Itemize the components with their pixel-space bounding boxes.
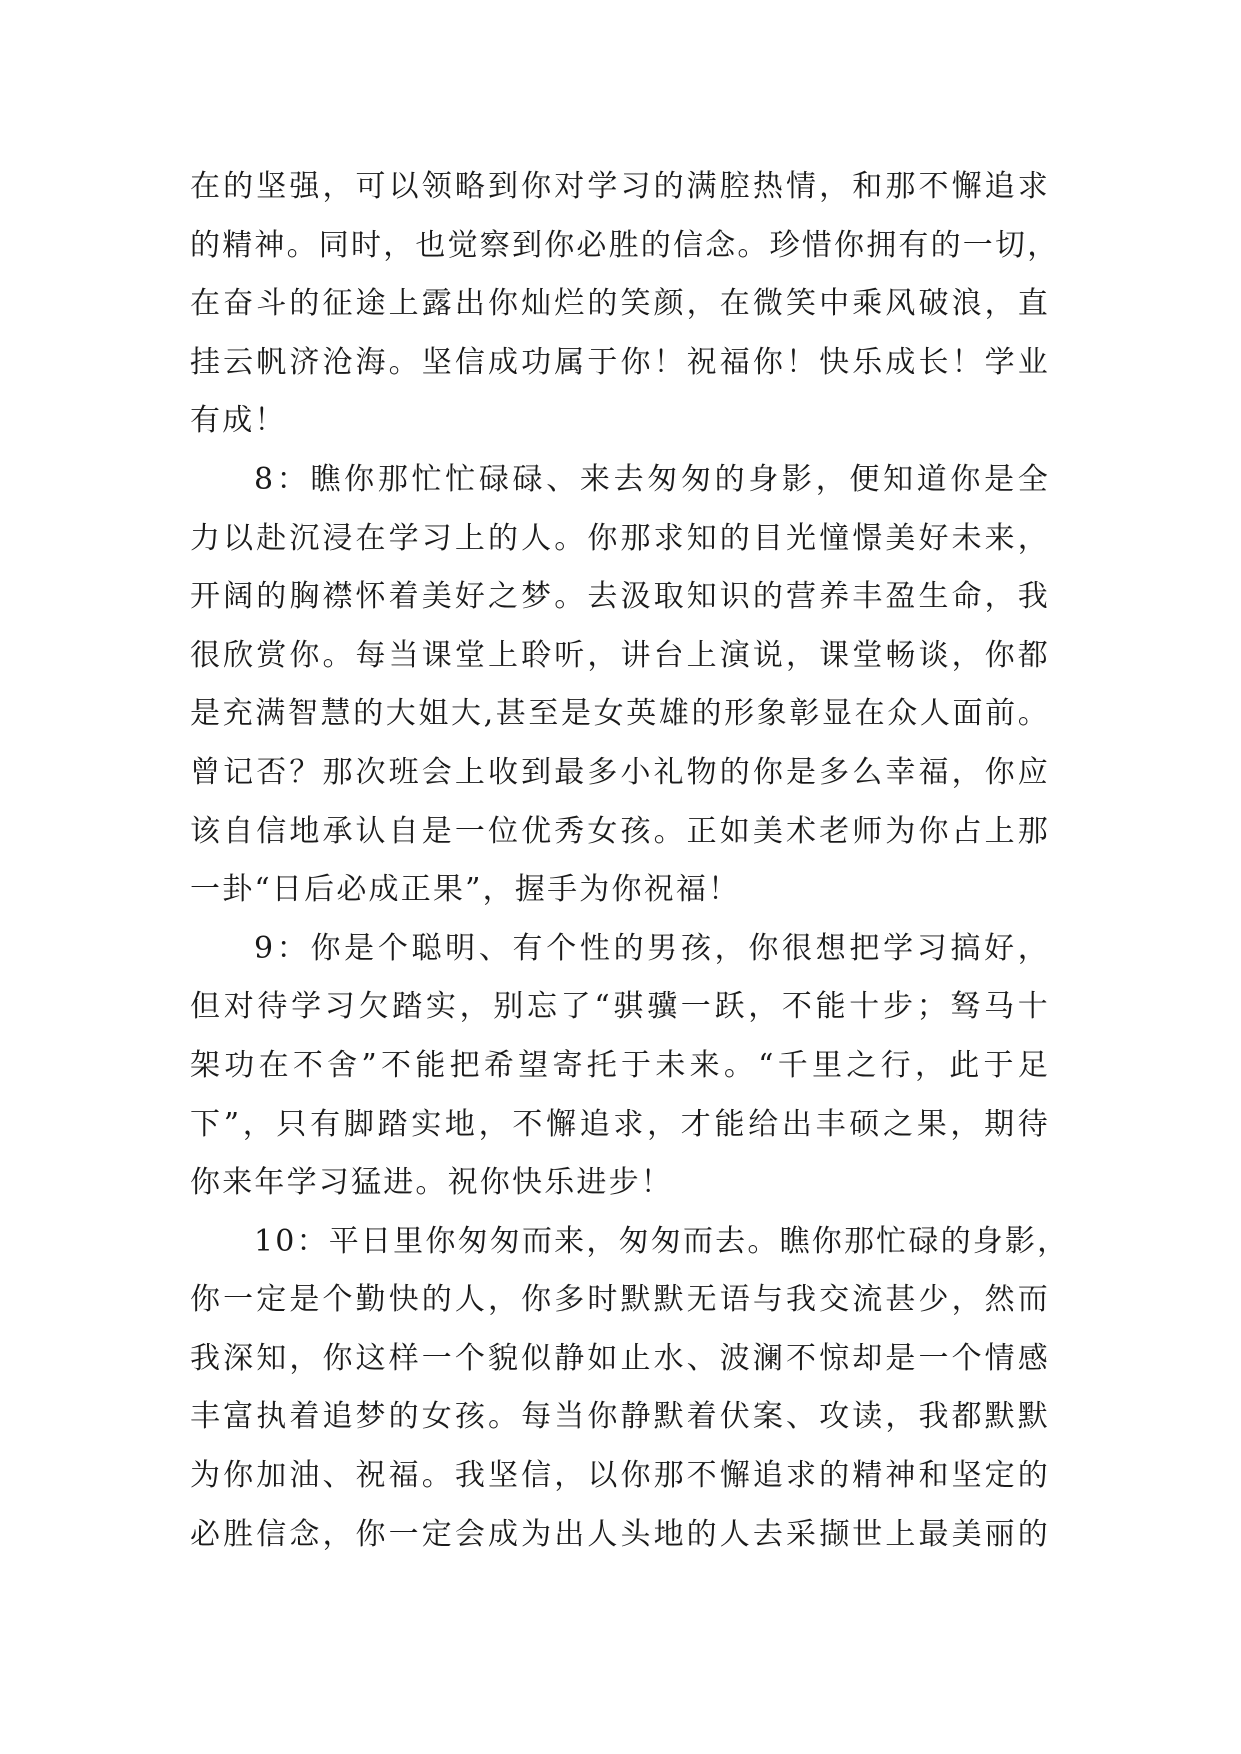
text-line: 挂云帆济沧海。坚信成功属于你！祝福你！快乐成长！学业	[190, 344, 1050, 380]
text-line: 下”，只有脚踏实地，不懈追求，才能给出丰硕之果，期待	[190, 1106, 1050, 1142]
text-line: 在的坚强，可以领略到你对学习的满腔热情，和那不懈追求	[190, 169, 1050, 204]
text-line: 的精神。同时，也觉察到你必胜的信念。珍惜你拥有的一切，	[190, 227, 1060, 263]
paragraph-10-start: 10：平日里你匆匆而来，匆匆而去。瞧你那忙碌的身影，	[254, 1223, 1070, 1259]
text-line: 必胜信念，你一定会成为出人头地的人去采撷世上最美丽的	[190, 1516, 1050, 1552]
text-line: 架功在不舍”不能把希望寄托于未来。“千里之行，此于足	[190, 1047, 1050, 1083]
text-line: 为你加油、祝福。我坚信，以你那不懈追求的精神和坚定的	[190, 1458, 1050, 1494]
text-line: 我深知，你这样一个貌似静如止水、波澜不惊却是一个情感	[190, 1340, 1050, 1376]
text-line: 力以赴沉浸在学习上的人。你那求知的目光憧憬美好未来，	[190, 520, 1050, 556]
text-line: 有成！	[190, 403, 287, 439]
text-line: 该自信地承认自是一位优秀女孩。正如美术老师为你占上那	[190, 813, 1050, 849]
text-line: 一卦“日后必成正果”，握手为你祝福！	[190, 872, 741, 908]
text-line: 在奋斗的征途上露出你灿烂的笑颜，在微笑中乘风破浪，直	[190, 286, 1050, 322]
text-line: 但对待学习欠踏实，别忘了“骐骥一跃，不能十步；驽马十	[190, 989, 1050, 1025]
text-line: 你一定是个勤快的人，你多时默默无语与我交流甚少，然而	[190, 1282, 1050, 1318]
text-line: 是充满智慧的大姐大,甚至是女英雄的形象彰显在众人面前。	[190, 696, 1050, 732]
text-line: 丰富执着追梦的女孩。每当你静默着伏案、攻读，我都默默	[190, 1399, 1050, 1435]
paragraph-9-start: 9：你是个聪明、有个性的男孩，你很想把学习搞好，	[254, 930, 1050, 966]
text-line: 开阔的胸襟怀着美好之梦。去汲取知识的营养丰盈生命，我	[190, 579, 1050, 615]
paragraph-8-start: 8：瞧你那忙忙碌碌、来去匆匆的身影，便知道你是全	[254, 461, 1050, 497]
text-line: 曾记否？那次班会上收到最多小礼物的你是多么幸福，你应	[190, 754, 1050, 790]
text-line: 很欣赏你。每当课堂上聆听，讲台上演说，课堂畅谈，你都	[190, 637, 1050, 673]
body-text	[190, 158, 1070, 1564]
text-line: 你来年学习猛进。祝你快乐进步！	[190, 1165, 673, 1201]
